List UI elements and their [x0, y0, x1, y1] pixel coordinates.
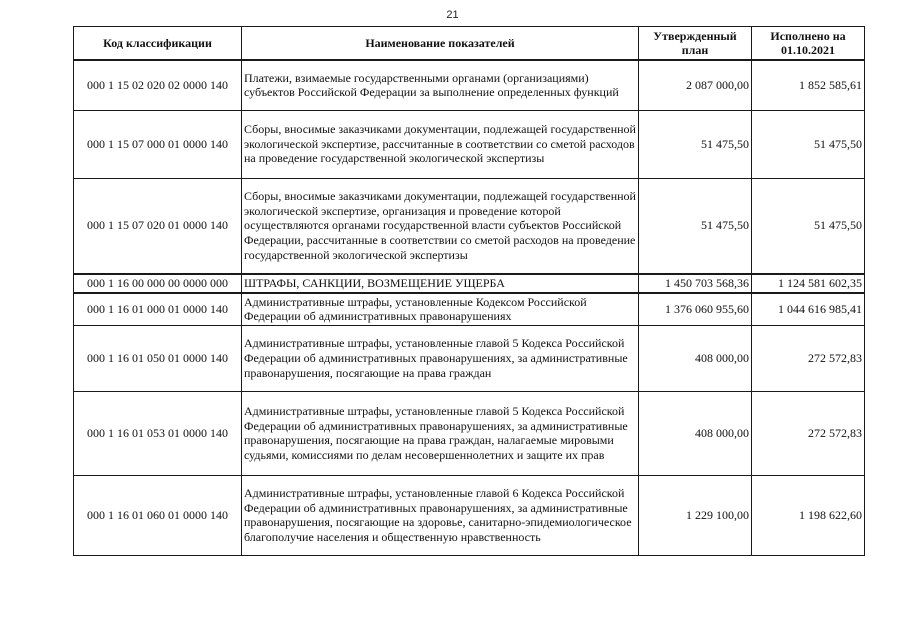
row-code: 000 1 16 01 053 01 0000 140	[74, 391, 242, 475]
row-plan: 408 000,00	[639, 325, 752, 391]
header-executed: Исполнено на 01.10.2021	[752, 27, 865, 61]
row-name: Административные штрафы, установленные главой 6 Кодекса Российской Федерации об административных правонарушениях, за административные правонарушения, посягающие на здоровье, санитарно-эпидемиологическое благополучие населения и общественную нравственность	[242, 475, 639, 555]
revenue-table	[73, 26, 865, 556]
row-name: Административные штрафы, установленные Кодексом Российской Федерации об административных правонарушениях	[242, 293, 639, 326]
table-row	[74, 391, 865, 475]
row-plan: 2 087 000,00	[639, 60, 752, 110]
header-plan: Утвержденный план	[639, 27, 752, 61]
row-plan: 408 000,00	[639, 391, 752, 475]
row-code: 000 1 16 01 000 01 0000 140	[74, 293, 242, 326]
row-code: 000 1 16 01 050 01 0000 140	[74, 325, 242, 391]
table-row	[74, 178, 865, 274]
row-plan: 51 475,50	[639, 110, 752, 178]
row-name: ШТРАФЫ, САНКЦИИ, ВОЗМЕЩЕНИЕ УЩЕРБА	[242, 274, 639, 293]
row-name: Административные штрафы, установленные главой 5 Кодекса Российской Федерации об административных правонарушениях, за административные правонарушения, посягающие на права граждан, налагаемые мировыми судьями, комиссиями по делам несовершеннолетних и защите их прав	[242, 391, 639, 475]
row-plan: 51 475,50	[639, 178, 752, 274]
row-code: 000 1 16 01 060 01 0000 140	[74, 475, 242, 555]
table-row	[74, 293, 865, 326]
row-executed: 51 475,50	[752, 178, 865, 274]
table-row-section	[74, 274, 865, 293]
row-executed: 1 044 616 985,41	[752, 293, 865, 326]
row-code: 000 1 16 00 000 00 0000 000	[74, 274, 242, 293]
table-body	[74, 60, 865, 555]
header-code: Код классификации	[74, 27, 242, 61]
header-name: Наименование показателей	[242, 27, 639, 61]
row-name: Сборы, вносимые заказчиками документации, подлежащей государственной экологической экспертизе, организация и проведение которой осуществляются органами государственной власти субъектов Российской Федерации, рассчитанные в соответствии со сметой расходов на проведение государственной экологической экспертизы	[242, 178, 639, 274]
row-executed: 51 475,50	[752, 110, 865, 178]
row-code: 000 1 15 02 020 02 0000 140	[74, 60, 242, 110]
row-plan: 1 450 703 568,36	[639, 274, 752, 293]
row-plan: 1 229 100,00	[639, 475, 752, 555]
table-row	[74, 475, 865, 555]
table-row	[74, 60, 865, 110]
table-row	[74, 325, 865, 391]
row-name: Сборы, вносимые заказчиками документации, подлежащей государственной экологической экспертизе, рассчитанные в соответствии со сметой расходов на проведение государственной экологической экспертизы	[242, 110, 639, 178]
row-name: Административные штрафы, установленные главой 5 Кодекса Российской Федерации об административных правонарушениях, за административные правонарушения, посягающие на права граждан	[242, 325, 639, 391]
row-executed: 1 124 581 602,35	[752, 274, 865, 293]
page-number: 21	[446, 9, 459, 21]
row-code: 000 1 15 07 020 01 0000 140	[74, 178, 242, 274]
row-executed: 272 572,83	[752, 391, 865, 475]
row-plan: 1 376 060 955,60	[639, 293, 752, 326]
row-executed: 1 852 585,61	[752, 60, 865, 110]
row-executed: 272 572,83	[752, 325, 865, 391]
table-row	[74, 110, 865, 178]
row-name: Платежи, взимаемые государственными органами (организациями) субъектов Российской Федерации за выполнение определенных функций	[242, 60, 639, 110]
row-code: 000 1 15 07 000 01 0000 140	[74, 110, 242, 178]
row-executed: 1 198 622,60	[752, 475, 865, 555]
table-header	[74, 27, 865, 61]
